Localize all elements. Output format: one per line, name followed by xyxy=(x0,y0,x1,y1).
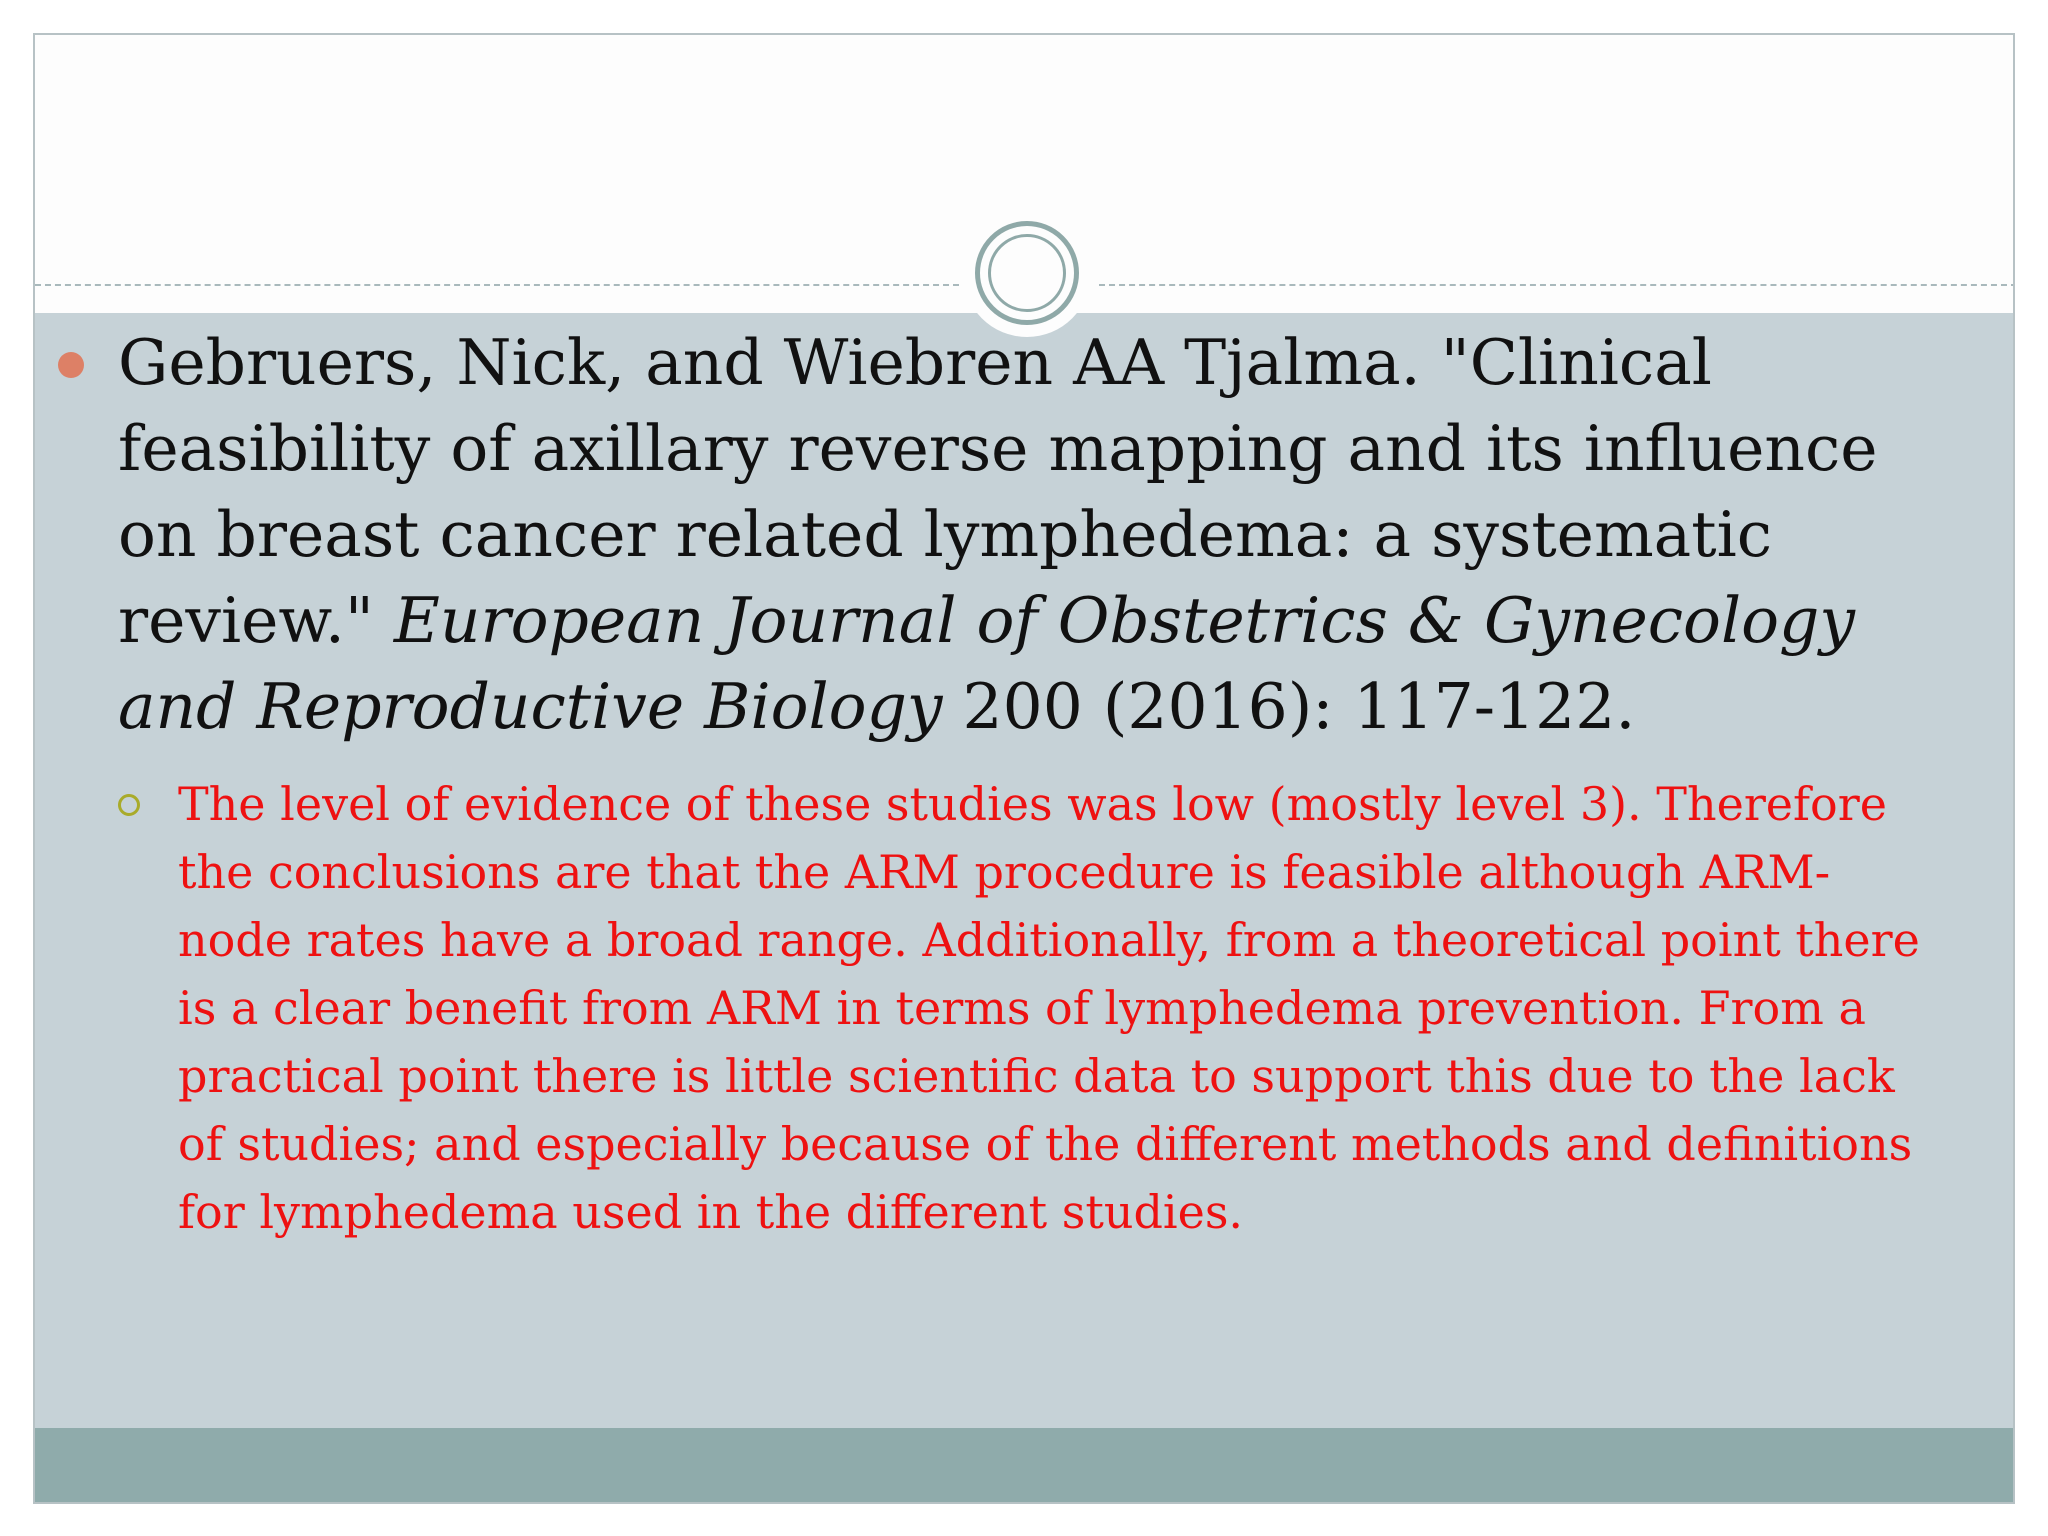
bullet-dot-icon xyxy=(58,352,84,378)
footer-band xyxy=(35,1428,2013,1502)
slide xyxy=(33,33,2015,1504)
header-divider-left xyxy=(35,284,959,286)
citation-volume-pages: 200 (2016): 117-122. xyxy=(962,670,1636,743)
circle-ornament-inner-icon xyxy=(988,234,1066,312)
citation-journal: European Journal of Obstetrics & Gynecology and Reproductive Biology xyxy=(118,584,1855,743)
header-divider-right xyxy=(1099,284,2015,286)
sub-bullet-circle-icon xyxy=(118,794,140,816)
summary-text: The level of evidence of these studies was low (mostly level 3). Therefore the conclusions are that the ARM procedure is feasible although ARM-node rates have a broad range. Additionally, from a theoretical point there is a clear benefit from ARM in terms of lymphedema prevention. From a practical point there is little scientific data to support this due to the lack of studies; and especially because of the different methods and definitions for lymphedema used in the different studies. xyxy=(178,777,1920,1239)
citation-authors-title: Gebruers, Nick, and Wiebren AA Tjalma. "Clinical feasibility of axillary reverse mapping and its influence on breast cancer related lymphedema: a systematic review." xyxy=(118,326,1878,657)
citation-text xyxy=(118,320,1908,750)
